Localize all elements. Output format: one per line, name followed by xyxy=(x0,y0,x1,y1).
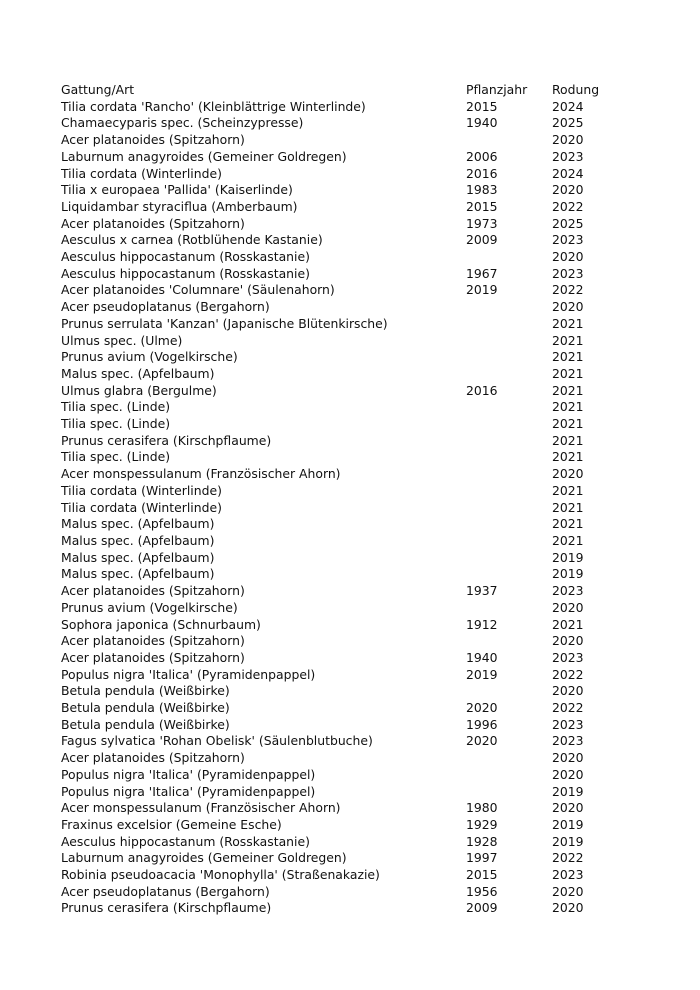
cell-pflanzjahr xyxy=(466,399,552,416)
cell-pflanzjahr: 2020 xyxy=(466,733,498,749)
cell-rodung: 2019 xyxy=(552,566,584,582)
cell-rodung: 2021 xyxy=(552,616,584,632)
cell-rodung: 2021 xyxy=(552,516,584,532)
cell-pflanzjahr xyxy=(466,767,552,784)
cell-gattung-art: Tilia cordata 'Rancho' (Kleinblättrige Winterlinde) xyxy=(61,98,366,114)
table-row xyxy=(61,216,612,233)
table-row xyxy=(61,650,612,667)
cell-rodung: 2023 xyxy=(552,867,584,883)
cell-pflanzjahr: 2019 xyxy=(466,282,498,298)
cell-rodung: 2021 xyxy=(552,449,584,465)
cell-gattung-art: Fagus sylvatica 'Rohan Obelisk' (Säulenblutbuche) xyxy=(61,733,373,749)
table-row xyxy=(61,700,612,717)
cell-pflanzjahr: 2016 xyxy=(466,382,498,398)
cell-rodung: 2020 xyxy=(552,683,584,699)
cell-gattung-art: Laburnum anagyroides (Gemeiner Goldregen) xyxy=(61,148,347,164)
table-row xyxy=(61,149,612,166)
table-row xyxy=(61,132,612,149)
cell-gattung-art: Prunus serrulata 'Kanzan' (Japanische Blütenkirsche) xyxy=(61,315,388,331)
cell-rodung: 2020 xyxy=(552,182,584,198)
cell-gattung-art: Acer platanoides (Spitzahorn) xyxy=(61,633,245,649)
cell-gattung-art: Aesculus x carnea (Rotblühende Kastanie) xyxy=(61,232,323,248)
cell-rodung: 2020 xyxy=(552,633,584,649)
cell-rodung: 2020 xyxy=(552,299,584,315)
cell-gattung-art: Acer pseudoplatanus (Bergahorn) xyxy=(61,883,270,899)
cell-rodung: 2021 xyxy=(552,332,584,348)
header-rodung: Rodung xyxy=(552,82,600,97)
table-row xyxy=(61,817,612,834)
cell-rodung: 2020 xyxy=(552,883,584,899)
cell-pflanzjahr: 2006 xyxy=(466,148,498,164)
table-row xyxy=(61,266,612,283)
table-header-row xyxy=(61,82,612,99)
cell-gattung-art: Acer monspessulanum (Französischer Ahorn) xyxy=(61,466,341,482)
cell-pflanzjahr xyxy=(466,533,552,550)
table-row xyxy=(61,900,612,917)
tree-table xyxy=(61,82,612,917)
cell-pflanzjahr: 2009 xyxy=(466,232,498,248)
cell-pflanzjahr: 1940 xyxy=(466,649,498,665)
cell-pflanzjahr: 1928 xyxy=(466,833,498,849)
cell-pflanzjahr: 2015 xyxy=(466,98,498,114)
header-pflanzjahr: Pflanzjahr xyxy=(466,82,528,97)
cell-rodung: 2023 xyxy=(552,583,584,599)
cell-pflanzjahr xyxy=(466,299,552,316)
table-row xyxy=(61,683,612,700)
cell-pflanzjahr xyxy=(466,333,552,350)
table-row xyxy=(61,416,612,433)
table-row xyxy=(61,99,612,116)
table-row xyxy=(61,516,612,533)
cell-rodung: 2023 xyxy=(552,733,584,749)
table-row xyxy=(61,466,612,483)
cell-gattung-art: Acer platanoides (Spitzahorn) xyxy=(61,215,245,231)
cell-gattung-art: Acer platanoides (Spitzahorn) xyxy=(61,583,245,599)
table-row xyxy=(61,667,612,684)
cell-rodung: 2021 xyxy=(552,532,584,548)
cell-gattung-art: Tilia cordata (Winterlinde) xyxy=(61,482,222,498)
cell-gattung-art: Fraxinus excelsior (Gemeine Esche) xyxy=(61,816,282,832)
cell-rodung: 2020 xyxy=(552,466,584,482)
cell-rodung: 2025 xyxy=(552,215,584,231)
cell-pflanzjahr: 1956 xyxy=(466,883,498,899)
cell-rodung: 2022 xyxy=(552,700,584,716)
table-row xyxy=(61,115,612,132)
cell-pflanzjahr: 1980 xyxy=(466,800,498,816)
cell-rodung: 2022 xyxy=(552,666,584,682)
cell-pflanzjahr xyxy=(466,683,552,700)
cell-rodung: 2020 xyxy=(552,750,584,766)
cell-gattung-art: Betula pendula (Weißbirke) xyxy=(61,700,230,716)
table-row xyxy=(61,500,612,517)
cell-pflanzjahr: 2016 xyxy=(466,165,498,181)
table-row xyxy=(61,600,612,617)
cell-pflanzjahr xyxy=(466,750,552,767)
cell-rodung: 2019 xyxy=(552,816,584,832)
cell-pflanzjahr: 2019 xyxy=(466,666,498,682)
cell-gattung-art: Aesculus hippocastanum (Rosskastanie) xyxy=(61,249,310,265)
cell-rodung: 2023 xyxy=(552,649,584,665)
cell-rodung: 2023 xyxy=(552,148,584,164)
table-row xyxy=(61,633,612,650)
cell-rodung: 2023 xyxy=(552,232,584,248)
table-row xyxy=(61,333,612,350)
table-row xyxy=(61,800,612,817)
cell-rodung: 2022 xyxy=(552,282,584,298)
cell-gattung-art: Acer platanoides (Spitzahorn) xyxy=(61,750,245,766)
cell-gattung-art: Acer pseudoplatanus (Bergahorn) xyxy=(61,299,270,315)
table-row xyxy=(61,316,612,333)
cell-pflanzjahr: 2020 xyxy=(466,700,498,716)
cell-pflanzjahr xyxy=(466,500,552,517)
cell-rodung: 2024 xyxy=(552,98,584,114)
cell-gattung-art: Tilia cordata (Winterlinde) xyxy=(61,499,222,515)
table-row xyxy=(61,366,612,383)
cell-gattung-art: Tilia x europaea 'Pallida' (Kaiserlinde) xyxy=(61,182,293,198)
cell-gattung-art: Malus spec. (Apfelbaum) xyxy=(61,532,215,548)
cell-rodung: 2019 xyxy=(552,549,584,565)
cell-gattung-art: Prunus avium (Vogelkirsche) xyxy=(61,599,238,615)
cell-pflanzjahr xyxy=(466,132,552,149)
table-row xyxy=(61,834,612,851)
cell-pflanzjahr xyxy=(466,349,552,366)
cell-rodung: 2021 xyxy=(552,432,584,448)
cell-gattung-art: Aesculus hippocastanum (Rosskastanie) xyxy=(61,833,310,849)
cell-gattung-art: Ulmus spec. (Ulme) xyxy=(61,332,183,348)
table-row xyxy=(61,550,612,567)
cell-gattung-art: Prunus cerasifera (Kirschpflaume) xyxy=(61,900,272,916)
cell-gattung-art: Tilia spec. (Linde) xyxy=(61,449,171,465)
cell-pflanzjahr: 1973 xyxy=(466,215,498,231)
cell-gattung-art: Ulmus glabra (Bergulme) xyxy=(61,382,217,398)
cell-pflanzjahr xyxy=(466,366,552,383)
cell-gattung-art: Betula pendula (Weißbirke) xyxy=(61,683,230,699)
cell-rodung: 2020 xyxy=(552,599,584,615)
header-gattung-art: Gattung/Art xyxy=(61,82,135,97)
table-row xyxy=(61,867,612,884)
cell-pflanzjahr: 2015 xyxy=(466,198,498,214)
table-row xyxy=(61,850,612,867)
table-row xyxy=(61,199,612,216)
table-row xyxy=(61,733,612,750)
table-row xyxy=(61,784,612,801)
cell-gattung-art: Tilia spec. (Linde) xyxy=(61,399,171,415)
cell-gattung-art: Sophora japonica (Schnurbaum) xyxy=(61,616,261,632)
cell-pflanzjahr xyxy=(466,416,552,433)
cell-pflanzjahr: 1912 xyxy=(466,616,498,632)
cell-rodung: 2021 xyxy=(552,499,584,515)
cell-pflanzjahr xyxy=(466,516,552,533)
table-row xyxy=(61,383,612,400)
table-row xyxy=(61,617,612,634)
table-row xyxy=(61,299,612,316)
cell-rodung: 2021 xyxy=(552,365,584,381)
table-row xyxy=(61,767,612,784)
cell-pflanzjahr: 1983 xyxy=(466,182,498,198)
table-row xyxy=(61,750,612,767)
cell-gattung-art: Acer platanoides 'Columnare' (Säulenahorn) xyxy=(61,282,335,298)
cell-gattung-art: Robinia pseudoacacia 'Monophylla' (Straßenakazie) xyxy=(61,867,380,883)
cell-pflanzjahr xyxy=(466,449,552,466)
cell-pflanzjahr: 1929 xyxy=(466,816,498,832)
cell-rodung: 2020 xyxy=(552,900,584,916)
cell-gattung-art: Malus spec. (Apfelbaum) xyxy=(61,549,215,565)
cell-gattung-art: Prunus cerasifera (Kirschpflaume) xyxy=(61,432,272,448)
cell-gattung-art: Prunus avium (Vogelkirsche) xyxy=(61,349,238,365)
cell-gattung-art: Acer platanoides (Spitzahorn) xyxy=(61,132,245,148)
cell-gattung-art: Aesculus hippocastanum (Rosskastanie) xyxy=(61,265,310,281)
cell-rodung: 2023 xyxy=(552,716,584,732)
cell-rodung: 2022 xyxy=(552,198,584,214)
cell-rodung: 2022 xyxy=(552,850,584,866)
cell-gattung-art: Malus spec. (Apfelbaum) xyxy=(61,365,215,381)
table-row xyxy=(61,349,612,366)
cell-pflanzjahr xyxy=(466,566,552,583)
cell-pflanzjahr: 1937 xyxy=(466,583,498,599)
cell-pflanzjahr xyxy=(466,784,552,801)
cell-rodung: 2025 xyxy=(552,115,584,131)
cell-pflanzjahr: 1940 xyxy=(466,115,498,131)
cell-pflanzjahr: 1997 xyxy=(466,850,498,866)
cell-gattung-art: Tilia cordata (Winterlinde) xyxy=(61,165,222,181)
table-row xyxy=(61,182,612,199)
cell-rodung: 2020 xyxy=(552,800,584,816)
table-row xyxy=(61,483,612,500)
cell-rodung: 2021 xyxy=(552,482,584,498)
cell-pflanzjahr xyxy=(466,316,552,333)
cell-pflanzjahr xyxy=(466,483,552,500)
cell-pflanzjahr: 1967 xyxy=(466,265,498,281)
cell-rodung: 2019 xyxy=(552,783,584,799)
cell-rodung: 2021 xyxy=(552,349,584,365)
cell-rodung: 2023 xyxy=(552,265,584,281)
table-row xyxy=(61,232,612,249)
cell-pflanzjahr xyxy=(466,633,552,650)
cell-pflanzjahr: 2009 xyxy=(466,900,498,916)
table-row xyxy=(61,449,612,466)
table-row xyxy=(61,566,612,583)
table-row xyxy=(61,282,612,299)
cell-pflanzjahr xyxy=(466,249,552,266)
cell-gattung-art: Acer platanoides (Spitzahorn) xyxy=(61,649,245,665)
table-row xyxy=(61,533,612,550)
cell-gattung-art: Populus nigra 'Italica' (Pyramidenpappel) xyxy=(61,783,316,799)
cell-gattung-art: Malus spec. (Apfelbaum) xyxy=(61,516,215,532)
cell-pflanzjahr xyxy=(466,433,552,450)
cell-gattung-art: Tilia spec. (Linde) xyxy=(61,416,171,432)
cell-pflanzjahr xyxy=(466,550,552,567)
cell-gattung-art: Malus spec. (Apfelbaum) xyxy=(61,566,215,582)
table-row xyxy=(61,884,612,901)
cell-rodung: 2020 xyxy=(552,132,584,148)
cell-gattung-art: Laburnum anagyroides (Gemeiner Goldregen) xyxy=(61,850,347,866)
cell-rodung: 2021 xyxy=(552,416,584,432)
table-row xyxy=(61,433,612,450)
cell-rodung: 2019 xyxy=(552,833,584,849)
cell-gattung-art: Liquidambar styraciflua (Amberbaum) xyxy=(61,198,298,214)
cell-gattung-art: Populus nigra 'Italica' (Pyramidenpappel) xyxy=(61,766,316,782)
cell-rodung: 2020 xyxy=(552,766,584,782)
table-row xyxy=(61,717,612,734)
cell-gattung-art: Chamaecyparis spec. (Scheinzypresse) xyxy=(61,115,304,131)
table-body xyxy=(61,99,612,917)
cell-gattung-art: Populus nigra 'Italica' (Pyramidenpappel) xyxy=(61,666,316,682)
cell-pflanzjahr xyxy=(466,600,552,617)
table-row xyxy=(61,249,612,266)
cell-rodung: 2020 xyxy=(552,249,584,265)
cell-rodung: 2024 xyxy=(552,165,584,181)
cell-pflanzjahr: 1996 xyxy=(466,716,498,732)
cell-rodung: 2021 xyxy=(552,382,584,398)
cell-pflanzjahr xyxy=(466,466,552,483)
cell-gattung-art: Acer monspessulanum (Französischer Ahorn) xyxy=(61,800,341,816)
table-row xyxy=(61,583,612,600)
cell-rodung: 2021 xyxy=(552,399,584,415)
cell-gattung-art: Betula pendula (Weißbirke) xyxy=(61,716,230,732)
table-row xyxy=(61,166,612,183)
table-row xyxy=(61,399,612,416)
cell-rodung: 2021 xyxy=(552,315,584,331)
cell-pflanzjahr: 2015 xyxy=(466,867,498,883)
